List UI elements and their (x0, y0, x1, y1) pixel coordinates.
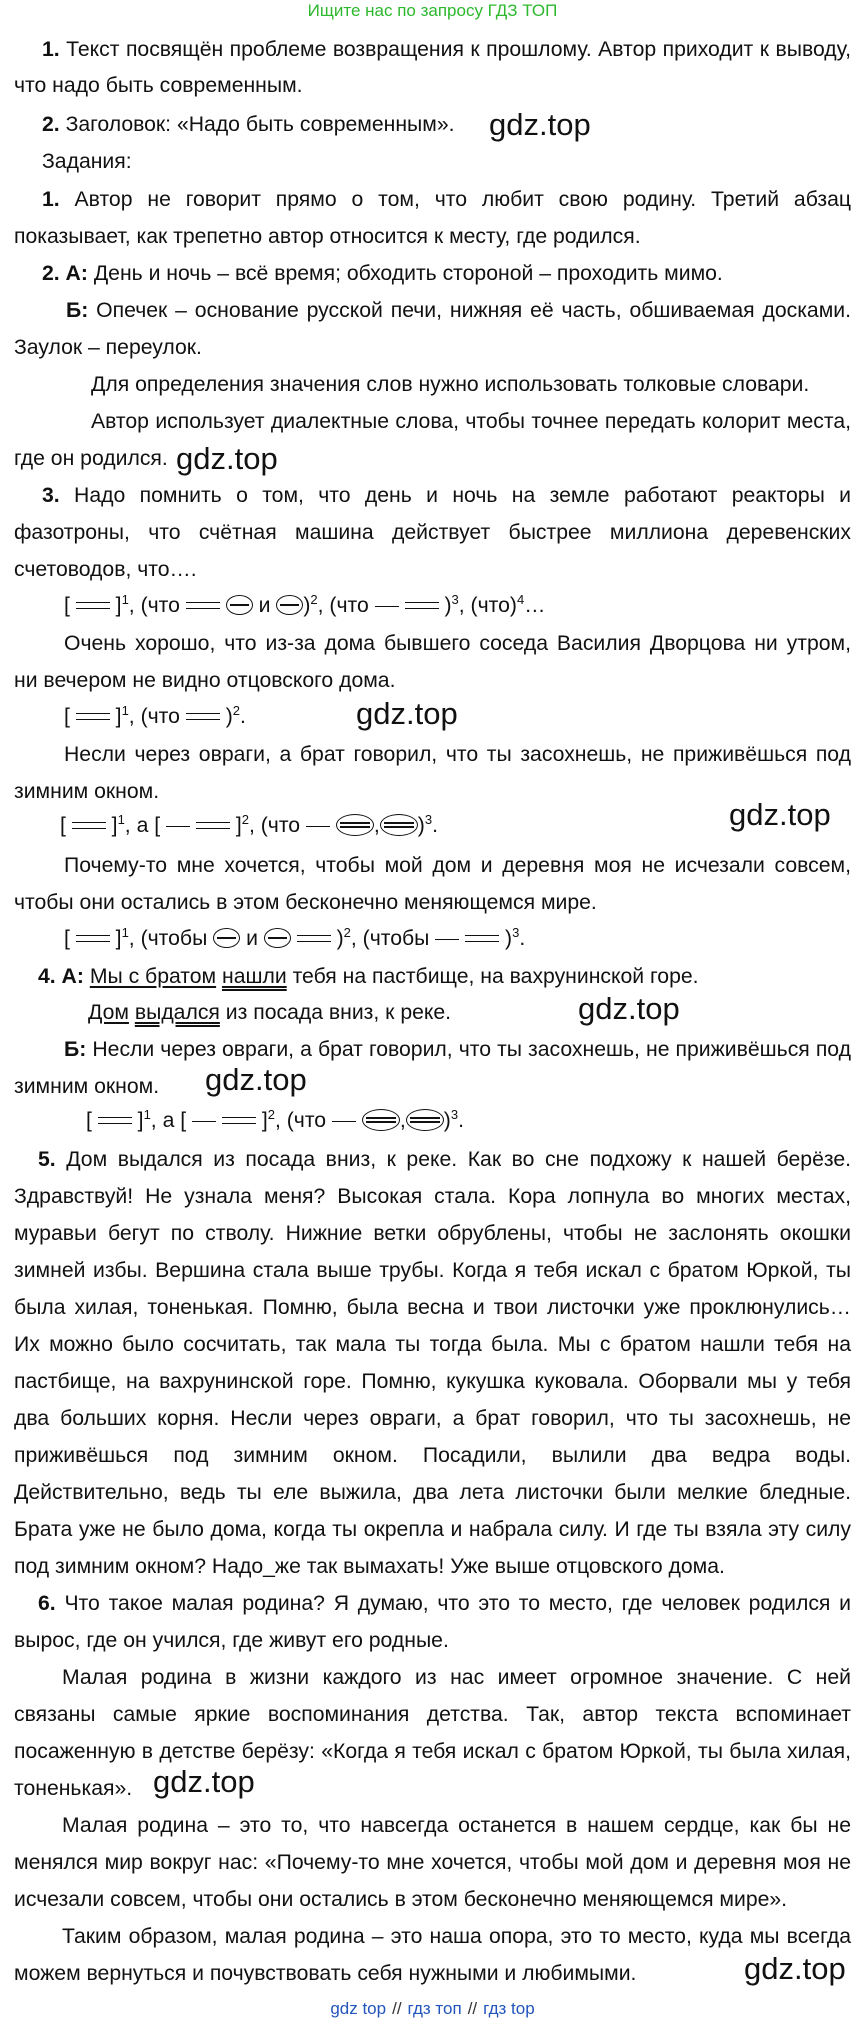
sentence-1-line-2: ни вечером не видно отцовского дома. (14, 669, 396, 692)
task-6-p4-line-1: Таким образом, малая родина – это наша опора, это то место, куда мы всегда (62, 1925, 851, 1948)
watermark: gdz.top (578, 991, 680, 1026)
task-6-p3-line-2: менялся мир вокруг нас: «Почему-то мне хочется, чтобы мой дом и деревня моя не (14, 1851, 851, 1874)
task-1-line-2: показывает, как трепетно автор относится к месту, где родился. (14, 225, 641, 248)
footer-links (0, 1997, 865, 2021)
scheme-4: [ ]$^1$, (чтобы и )$^2$, (чтобы )$^3$. (64, 924, 526, 950)
task-5-line-6: Их можно было сосчитать, так мала ты тогда была. Мы с братом нашли тебя на (14, 1333, 851, 1356)
watermark: gdz.top (744, 1951, 846, 1986)
task-2-b-line-2: Заулок – переулок. (14, 336, 202, 359)
task-4-b-line-1: Б: Несли через овраги, а брат говорил, что ты засохнешь, не приживёшься под (64, 1038, 851, 1061)
watermark: gdz.top (153, 1764, 255, 1799)
sentence-1-line-1: Очень хорошо, что из-за дома бывшего соседа Василия Дворцова ни утром, (64, 632, 851, 655)
sentence-3-line-2: чтобы они остались в этом бесконечно меняющемся мире. (14, 891, 597, 914)
watermark: gdz.top (205, 1062, 307, 1097)
scheme-3: [ ]$^1$, а [ ]$^2$, (что , )$^3$. (60, 811, 438, 837)
task-5-line-12: под зимним окном? Надо_же так вымахать! Уже выше отцовского дома. (14, 1555, 725, 1578)
task-6-p3-line-1: Малая родина – это то, что навсегда останется в нашем сердце, как бы не (62, 1814, 851, 1837)
task-5-line-10: Действительно, ведь ты еле выжила, два лета листочки были мелкие бледные. (14, 1481, 851, 1504)
task-2-dictionary: Для определения значения слов нужно использовать толковые словари. (91, 373, 810, 396)
watermark: gdz.top (489, 107, 591, 142)
task-6-p3-line-3: исчезали совсем, чтобы они остались в этом бесконечно меняющемся мире». (14, 1888, 788, 1911)
task-2-dialect-line-2: где он родился. (14, 447, 168, 470)
task-6-p2-line-4: тоненькая». (14, 1777, 133, 1800)
task-5-line-8: два больших корня. Несли через овраги, а брат говорил, что ты засохнешь, не (14, 1407, 851, 1430)
task-1-line-1: 1. Автор не говорит прямо о том, что любит свою родину. Третий абзац (42, 188, 851, 211)
task-6-p2-line-1: Малая родина в жизни каждого из нас имеет огромное значение. С ней (62, 1666, 851, 1689)
answer-1-line-2: что надо быть современным. (14, 74, 303, 97)
task-6-p1-line-2: вырос, где он учился, где живут его родные. (14, 1629, 449, 1652)
task-2-a: 2. А: День и ночь – всё время; обходить стороной – проходить мимо. (42, 262, 723, 285)
task-6-p4-line-2: можем вернуться и почувствовать себя нужными и любимыми. (14, 1962, 637, 1985)
scheme-5: [ ]$^1$, а [ ]$^2$, (что , )$^3$. (86, 1106, 464, 1132)
task-2-dialect-line-1: Автор использует диалектные слова, чтобы точнее передать колорит места, (91, 410, 851, 433)
watermark: gdz.top (356, 696, 458, 731)
sentence-2-line-1: Несли через овраги, а брат говорил, что ты засохнешь, не приживёшься под (64, 743, 851, 766)
task-6-p2-line-2: связаны самые яркие воспоминания детства. Так, автор текста вспоминает (14, 1703, 851, 1726)
task-2-b-line-1: Б: Опечек – основание русской печи, нижняя её часть, обшиваемая досками. (66, 299, 852, 322)
search-hint-link[interactable]: Ищите нас по запросу ГДЗ ТОП (307, 1, 558, 20)
task-6-p1-line-1: 6. Что такое малая родина? Я думаю, что это то место, где человек родился и (38, 1592, 851, 1615)
task-5-line-2: Здравствуй! Не узнала меня? Высокая стала. Кора лопнула во многих местах, (14, 1185, 851, 1208)
answer-2: 2. Заголовок: «Надо быть современным». (42, 113, 455, 136)
sentence-3-line-1: Почему-то мне хочется, чтобы мой дом и деревня моя не исчезали совсем, (64, 854, 851, 877)
footer-separator: // (467, 1999, 478, 2018)
task-5-line-3: муравьи бегут по стволу. Нижние ветки обрублены, чтобы не заслонять окошки (14, 1222, 851, 1245)
footer-link-2[interactable]: гдз топ (407, 1999, 462, 2018)
footer-link-1[interactable]: gdz top (330, 1999, 387, 2018)
task-6-p2-line-3: посаженную в детстве берёзу: «Когда я тебя искал с братом Юркой, ты была хилая, (14, 1740, 851, 1763)
footer-link-3[interactable]: гдз top (483, 1999, 535, 2018)
task-4-a-sentence-2: Дом выдался из посада вниз, к реке. (88, 1001, 452, 1024)
task-3-line-2: фазотроны, что счётная машина действует быстрее миллиона деревенских (14, 521, 851, 544)
task-5-line-11: Брата уже не было дома, когда ты окрепла и набрала силу. И где ты взяла эту силу (14, 1518, 851, 1541)
task-5-line-9: приживёшься под зимним окном. Посадили, вылили два ведра воды. (14, 1444, 851, 1467)
sentence-2-line-2: зимним окном. (14, 780, 160, 803)
footer-separator: // (392, 1999, 402, 2018)
watermark: gdz.top (729, 797, 831, 832)
task-5-line-7: пастбище, на вахрунинской горе. Помню, кукушка куковала. Оборвали мы у тебя (14, 1370, 851, 1393)
tasks-heading: Задания: (42, 150, 132, 173)
scheme-1: [ ]$^1$, (что и )$^2$, (что )$^3$, (что)$^4$… (64, 591, 546, 617)
task-3-line-3: счетоводов, что…. (14, 558, 197, 581)
scheme-2: [ ]$^1$, (что )$^2$. (64, 702, 246, 728)
task-5-line-5: была хилая, тоненькая. Помню, была весна и твои листочки уже проклюнулись… (14, 1296, 851, 1319)
task-4-a: 4. А: Мы с братом нашли тебя на пастбище, на вахрунинской горе. (38, 965, 699, 988)
watermark: gdz.top (176, 441, 278, 476)
task-3-line-1: 3. Надо помнить о том, что день и ночь на земле работают реакторы и (42, 484, 851, 507)
task-5-line-1: 5. Дом выдался из посада вниз, к реке. Как во сне подхожу к нашей берёзе. (38, 1148, 852, 1171)
task-4-b-line-2: зимним окном. (14, 1075, 160, 1098)
answer-1-line-1: 1. Текст посвящён проблеме возвращения к прошлому. Автор приходит к выводу, (42, 38, 851, 61)
task-5-line-4: зимней избы. Вершина стала выше трубы. Когда я тебя искал с братом Юркой, ты (14, 1259, 851, 1282)
